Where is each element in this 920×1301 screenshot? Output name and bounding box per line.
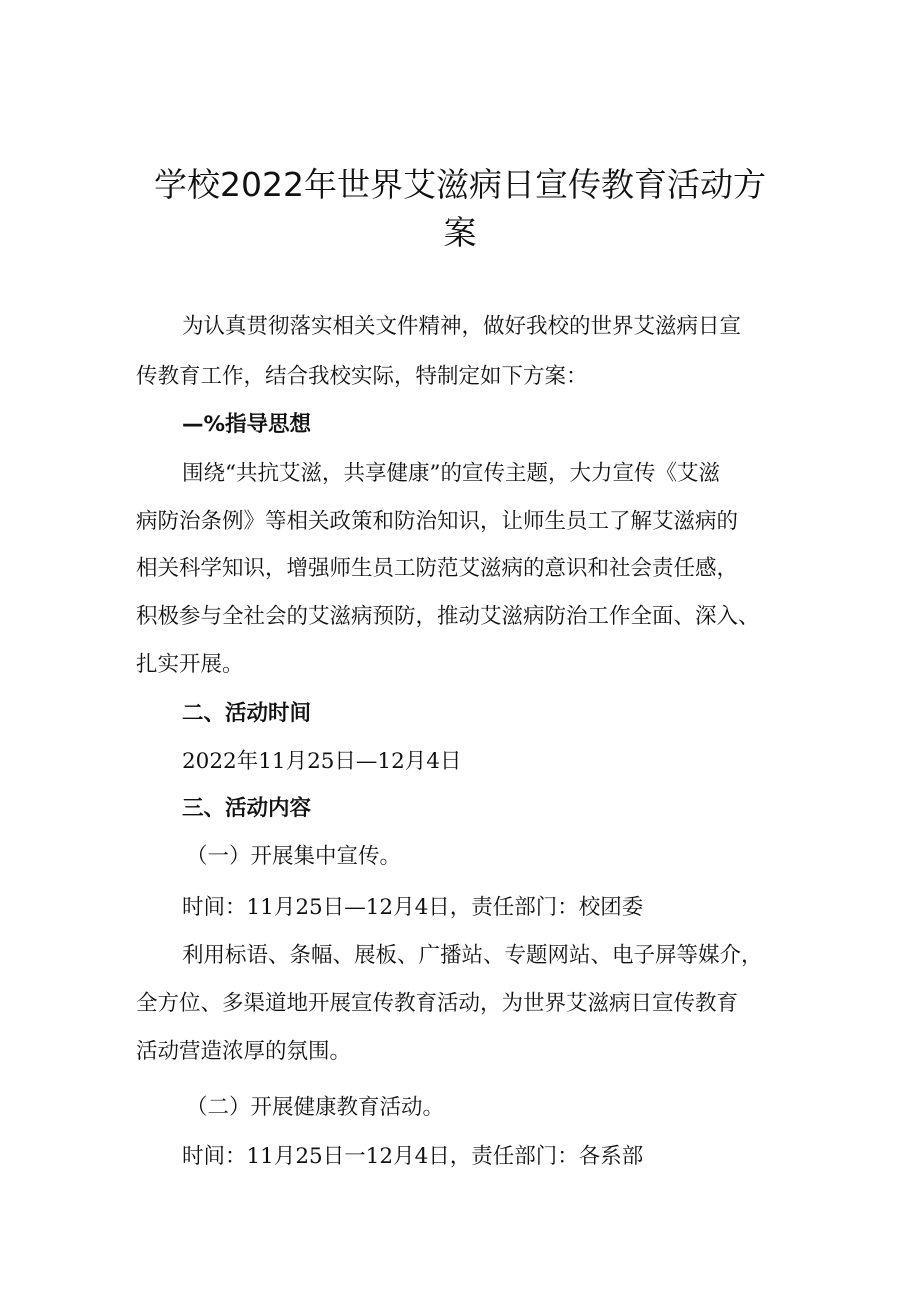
section-2-text: 2022年11月25日—12月4日: [182, 749, 462, 774]
subsection-2-title: （二）开展健康教育活动。: [186, 1095, 445, 1120]
section-1-line-5: 扎实开展。: [136, 652, 244, 677]
intro-line-1: 为认真贯彻落实相关文件精神，做好我校的世界艾滋病日宣: [182, 314, 742, 339]
section-1-line-1: 围绕“共抗艾滋，共享健康”的宣传主题，大力宣传《艾滋: [182, 461, 720, 486]
section-2-heading: 二、活动时间: [182, 701, 312, 726]
section-1-heading: —%指导思想: [182, 412, 312, 437]
subsection-1-time: 时间：11月25日—12月4日，责任部门：校团委: [182, 895, 644, 920]
intro-line-2: 传教育工作，结合我校实际，特制定如下方案：: [136, 364, 588, 389]
subsection-1-line-2: 全方位、多渠道地开展宣传教育活动，为世界艾滋病日宣传教育: [136, 991, 739, 1016]
subsection-2-time: 时间：11月25日一12月4日，责任部门：各系部: [182, 1144, 644, 1169]
section-1-line-3: 相关科学知识，增强师生员工防范艾滋病的意识和社会责任感，: [136, 556, 739, 581]
document-title-line-2: 案: [443, 213, 477, 252]
subsection-1-line-3: 活动营造浓厚的氛围。: [136, 1039, 352, 1064]
section-3-heading: 三、活动内容: [182, 796, 312, 821]
subsection-1-line-1: 利用标语、条幅、展板、广播站、专题网站、电子屏等媒介，: [182, 943, 763, 968]
section-1-line-2: 病防治条例》等相关政策和防治知识，让师生员工了解艾滋病的: [136, 509, 739, 534]
section-1-line-4: 积极参与全社会的艾滋病预防，推动艾滋病防治工作全面、深入、: [136, 604, 760, 629]
document-title-line-1: 学校2022年世界艾滋病日宣传教育活动方: [154, 165, 766, 204]
subsection-1-title: （一）开展集中宣传。: [186, 844, 402, 869]
